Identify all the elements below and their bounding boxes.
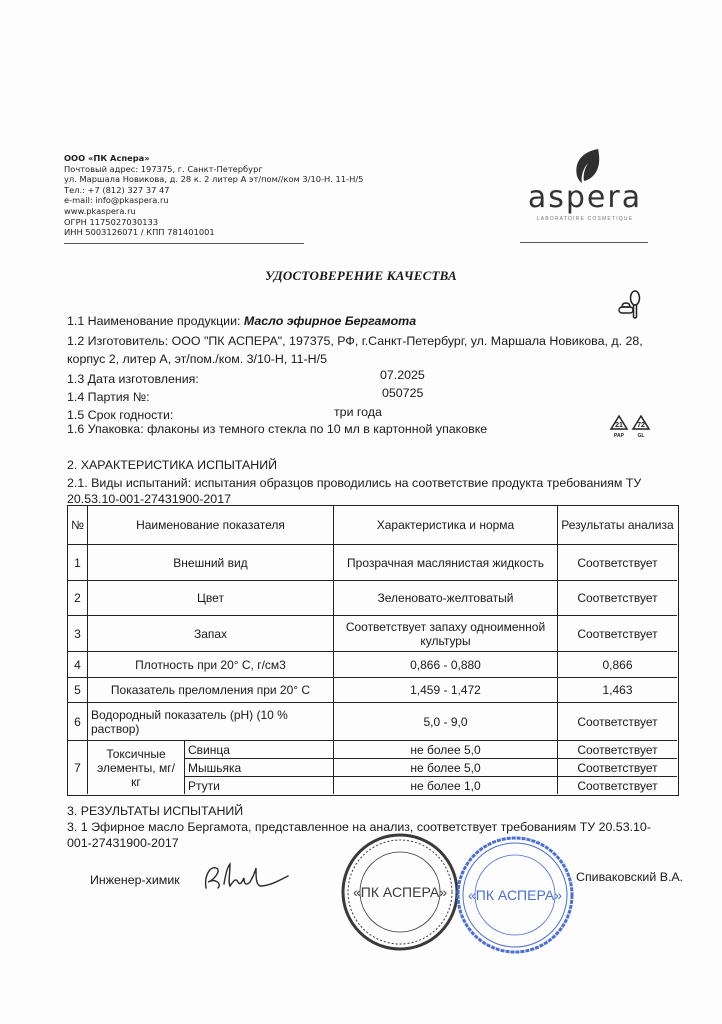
row-4-result: 0,866 xyxy=(558,652,677,678)
row-5-result: 1,463 xyxy=(558,678,677,703)
svg-text:72: 72 xyxy=(637,422,645,429)
svg-text:«ПК АСПЕРА»: «ПК АСПЕРА» xyxy=(468,887,562,903)
row-4-parameter: Плотность при 20° С, г/см3 xyxy=(88,652,334,678)
row-1-norm: Прозрачная маслянистая жидкость xyxy=(334,545,558,581)
row-3-norm: Соответствует запаху одноименной культуры xyxy=(334,616,558,652)
email: e-mail: info@pkaspera.ru xyxy=(64,195,169,206)
row-6-parameter: Водородный показатель (pH) (10 % раствор) xyxy=(88,703,334,741)
section2-heading: 2. ХАРАКТЕРИСТИКА ИСПЫТАНИЙ xyxy=(67,458,278,472)
row-2-number: 2 xyxy=(68,581,88,616)
tests-line-1: 2.1. Виды испытаний: испытания образцов проводились на соответствие продукта требованиям ТУ xyxy=(67,476,642,490)
row-7-sub-mercury-norm: не более 1,0 xyxy=(334,777,558,794)
row-3-number: 3 xyxy=(68,616,88,652)
result-line-1: 3. 1 Эфирное масло Бергамота, представленное на анализ, соответствует требованиям ТУ 20.53.10- xyxy=(67,820,651,834)
col-header-parameter: Наименование показателя xyxy=(88,506,334,545)
document-title: УДОСТОВЕРЕНИЕ КАЧЕСТВА xyxy=(265,268,457,283)
ogrn: ОГРН 1175027030133 xyxy=(64,216,159,227)
logo-wordmark: aspera xyxy=(527,180,643,215)
product-name-value: Масло эфирное Бергамота xyxy=(243,314,417,328)
row-7-sub-mercury: Ртути xyxy=(185,777,334,794)
postal-address: Почтовый адрес: 197375, г. Санкт-Петербург xyxy=(64,163,263,174)
cosmetics-jar-mirror-icon xyxy=(614,290,644,320)
row-5-norm: 1,459 - 1,472 xyxy=(334,678,558,703)
header-divider-right xyxy=(520,242,648,243)
row-3-parameter: Запах xyxy=(88,616,334,652)
row-2-result: Соответствует xyxy=(558,581,677,616)
inn-kpp: ИНН 5003126071 / КПП 781401001 xyxy=(64,227,215,238)
row-7-sub-arsenic-result: Соответствует xyxy=(558,759,677,777)
manufacture-date-value: 07.2025 xyxy=(380,368,425,382)
product-name-label: 1.1 Наименование продукции: xyxy=(67,314,241,328)
row-7-sub-arsenic: Мышьяка xyxy=(185,759,334,777)
row-7-sub-lead-norm: не более 5,0 xyxy=(334,741,558,759)
svg-text:GL: GL xyxy=(637,433,645,439)
shelf-life-label: 1.5 Срок годности: xyxy=(67,408,174,422)
test-results-table xyxy=(67,505,679,796)
row-7-number: 7 xyxy=(68,741,88,794)
recycle-72-gl-icon xyxy=(630,414,652,440)
row-5-number: 5 xyxy=(68,678,88,703)
svg-text:«ПК АСПЕРА»: «ПК АСПЕРА» xyxy=(353,884,447,900)
row-1-result: Соответствует xyxy=(558,545,677,581)
svg-text:PAP: PAP xyxy=(614,433,624,439)
row-7-sub-arsenic-norm: не более 5,0 xyxy=(334,759,558,777)
handwritten-signature xyxy=(200,858,290,898)
svg-text:21: 21 xyxy=(615,422,623,429)
col-header-number: № xyxy=(68,506,88,545)
row-2-parameter: Цвет xyxy=(88,581,334,616)
street-address: ул. Маршала Новикова, д. 28 к. 2 литер А эт/пом//ком 3/10-Н. 11-Н/5 xyxy=(64,174,364,185)
company-name: ООО «ПК Аспера» xyxy=(64,153,150,163)
engineer-role: Инженер-химик xyxy=(90,873,180,887)
company-stamp-black xyxy=(340,832,460,952)
row-4-norm: 0,866 - 0,880 xyxy=(334,652,558,678)
header-divider-left xyxy=(64,243,304,244)
row-1-number: 1 xyxy=(68,545,88,581)
row-3-result: Соответствует xyxy=(558,616,677,652)
row-6-norm: 5,0 - 9,0 xyxy=(334,703,558,741)
manufacturer-line-2: корпус 2, литер А, эт/пом./ком. 3/10-Н, 11-Н/5 xyxy=(67,352,327,366)
tests-line-2: 20.53.10-001-27431900-2017 xyxy=(67,492,231,506)
result-line-2: 001-27431900-2017 xyxy=(67,836,179,850)
packaging-line: 1.6 Упаковка: флаконы из темного стекла по 10 мл в картонной упаковке xyxy=(67,422,488,436)
row-6-number: 6 xyxy=(68,703,88,741)
batch-value: 050725 xyxy=(382,386,424,400)
phone: Тел.: +7 (812) 327 37 47 xyxy=(64,184,170,195)
engineer-name: Спиваковский В.А. xyxy=(576,870,684,884)
row-4-number: 4 xyxy=(68,652,88,678)
aspera-logo xyxy=(520,148,650,228)
col-header-norm: Характеристика и норма xyxy=(334,506,558,545)
col-header-result: Результаты анализа xyxy=(558,506,677,545)
row-2-norm: Зеленовато-желтоватый xyxy=(334,581,558,616)
logo-tagline: LABORATOIRE COSMETIQUE xyxy=(536,216,634,222)
row-7-parameter: Токсичные элементы, мг/кг xyxy=(88,741,185,794)
row-1-parameter: Внешний вид xyxy=(88,545,334,581)
website: www.pkaspera.ru xyxy=(64,205,136,216)
row-5-parameter: Показатель преломления при 20° С xyxy=(88,678,334,703)
recycle-21-pap-icon xyxy=(608,414,630,440)
leaf-icon xyxy=(572,148,602,184)
shelf-life-value: три года xyxy=(334,405,382,419)
company-details xyxy=(64,153,363,238)
manufacturer-line-1: 1.2 Изготовитель: ООО "ПК АСПЕРА", 197375, РФ, г.Санкт-Петербург, ул. Маршала Новикова, д. 28, xyxy=(67,334,643,348)
row-7-sub-lead: Свинца xyxy=(185,741,334,759)
row-7-sub-lead-result: Соответствует xyxy=(558,741,677,759)
manufacture-date-label: 1.3 Дата изготовления: xyxy=(67,372,199,386)
product-name-line xyxy=(67,314,416,329)
batch-label: 1.4 Партия №: xyxy=(67,390,150,404)
company-stamp-blue xyxy=(455,835,575,955)
section3-heading: 3. РЕЗУЛЬТАТЫ ИСПЫТАНИЙ xyxy=(67,804,244,818)
row-6-result: Соответствует xyxy=(558,703,677,741)
row-7-sub-mercury-result: Соответствует xyxy=(577,778,658,793)
